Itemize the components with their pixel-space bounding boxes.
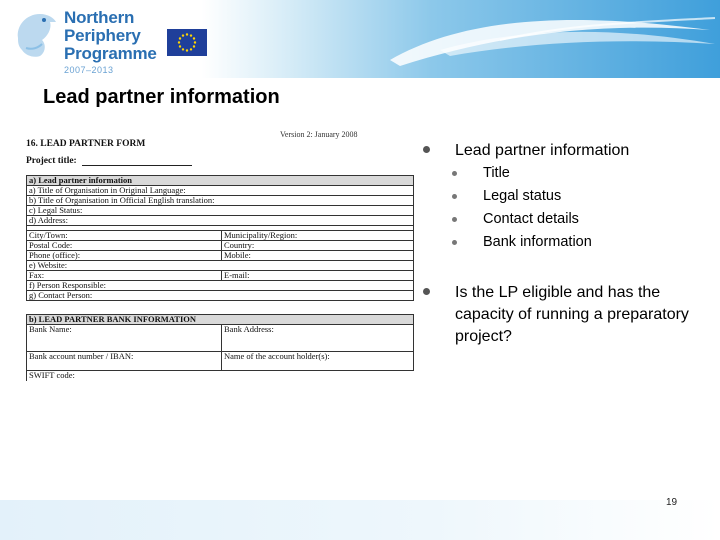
table-cell: Name of the account holder(s): (222, 352, 414, 371)
logo-years: 2007–2013 (64, 65, 114, 75)
table-row: b) Title of Organisation in Official English translation: (27, 196, 414, 206)
page-number: 19 (666, 497, 678, 508)
form-version: Version 2: January 2008 (280, 130, 358, 139)
bullet-text: Lead partner information (455, 142, 630, 159)
table-cell: Bank Name: (27, 325, 222, 352)
project-title-label: Project title: (26, 156, 77, 166)
section-a-header: a) Lead partner information (27, 176, 414, 186)
table-cell: Phone (office): (27, 251, 222, 261)
table-row: f) Person Responsible: (27, 281, 414, 291)
slide-title: Lead partner information (43, 86, 280, 108)
bullet-icon (423, 146, 430, 153)
lead-partner-form-image (26, 131, 415, 383)
table-cell: City/Town: (27, 231, 222, 241)
footer-band (0, 500, 720, 540)
eu-flag-icon (167, 29, 207, 56)
table-row: d) Address: (27, 216, 414, 226)
form-title: 16. LEAD PARTNER FORM (26, 139, 146, 149)
logo-line-3: Programme (64, 44, 157, 63)
table-row: c) Legal Status: (27, 206, 414, 216)
bullet-icon (452, 171, 457, 176)
swoosh-decoration-icon (380, 0, 720, 78)
table-cell: Fax: (27, 271, 222, 281)
logo-line-2: Periphery (64, 26, 141, 45)
project-title-line (82, 165, 192, 166)
table-cell: Postal Code: (27, 241, 222, 251)
table-row: g) Contact Person: (27, 291, 414, 301)
table-cell: Bank Address: (222, 325, 414, 352)
logo-line-1: Northern (64, 8, 135, 27)
bullet-icon (452, 240, 457, 245)
table-row: a) Title of Organisation in Original Language: (27, 186, 414, 196)
table-cell: Municipality/Region: (222, 231, 414, 241)
table-cell: Bank account number / IBAN: (27, 352, 222, 371)
bullet-icon (452, 217, 457, 222)
table-cell: SWIFT code: (27, 371, 414, 382)
sub-bullet-text: Legal status (483, 188, 562, 204)
bullet-icon (423, 288, 430, 295)
table-row: e) Website: (27, 261, 414, 271)
bank-info-table (26, 314, 414, 381)
header-banner (0, 0, 720, 78)
table-cell: Country: (222, 241, 414, 251)
lead-partner-info-table (26, 175, 414, 301)
sub-bullet-text: Contact details (483, 211, 579, 227)
table-cell: Mobile: (222, 251, 414, 261)
programme-logo-text (64, 9, 157, 75)
sub-bullet-text: Bank information (483, 234, 592, 250)
section-b-header: b) LEAD PARTNER BANK INFORMATION (27, 315, 414, 325)
table-cell: E-mail: (222, 271, 414, 281)
bird-logo-icon (12, 8, 60, 60)
bullet-text: Is the LP eligible and has the capacity of running a preparatory project? (455, 284, 689, 345)
sub-bullet-text: Title (483, 165, 510, 181)
bullet-icon (452, 194, 457, 199)
